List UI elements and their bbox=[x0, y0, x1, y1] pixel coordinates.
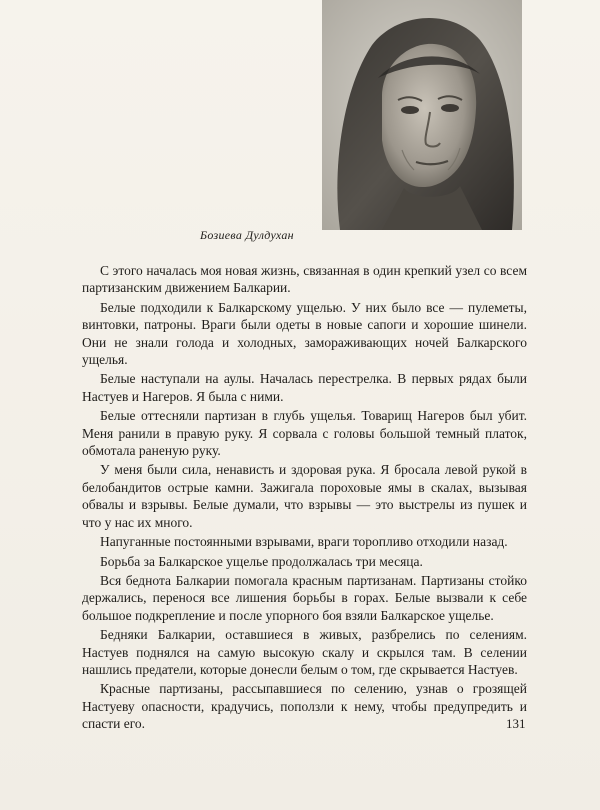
portrait-image bbox=[322, 0, 522, 230]
paragraph: С этого началась моя новая жизнь, связанная в один крепкий узел со всем партизанским движением Балкарии. bbox=[82, 263, 527, 296]
portrait-photo bbox=[322, 0, 522, 230]
paragraph: Бедняки Балкарии, оставшиеся в живых, разбрелись по селениям. Настуев поднялся на самую высокую скалу и скрылся там. В селении нашлись предатели, которые донесли белым о том, где скрывается Настуев. bbox=[82, 627, 527, 677]
paragraph: Вся беднота Балкарии помогала красным партизанам. Партизаны стойко держались, перенося все лишения борьбы в горах. Белые вызвали к себе большое подкрепление и после упорного боя взяли Балкарское ущелье. bbox=[82, 572, 527, 623]
paragraph: У меня были сила, ненависть и здоровая рука. Я бросала левой рукой в белобандитов острые камни. Зажигала пороховые ямы в скалах, вызывая обвалы и взрывы. Белые думали, что взрывы — это выстрелы из пушек и что у нас их много. bbox=[82, 462, 527, 530]
paragraph: Напуганные постоянными взрывами, враги торопливо отходили назад. bbox=[100, 534, 508, 550]
paragraph: Красные партизаны, рассыпавшиеся по селению, узнав о грозящей Настуеву опасности, крадучись, поползли к нему, чтобы предупредить и спасти его. bbox=[82, 681, 527, 732]
paragraph: Борьба за Балкарское ущелье продолжалась три месяца. bbox=[100, 553, 423, 569]
paragraph: Белые подходили к Балкарскому ущелью. У них было все — пулеметы, винтовки, патроны. Враги были одеты в новые сапоги и хорошие шинели. Они не знали голода и холодных, замораживающих ночей Балкарского ущелья. bbox=[82, 299, 527, 368]
paragraph: Белые оттесняли партизан в глубь ущелья. Товарищ Нагеров был убит. Меня ранили в правую руку. Я сорвала с головы большой темный платок, обмотала раненую руку. bbox=[82, 408, 527, 459]
photo-caption: Бозиева Дулдухан bbox=[200, 228, 294, 242]
page-number: 131 bbox=[506, 716, 526, 731]
paragraph: Белые наступали на аулы. Началась перестрелка. В первых рядах были Настуев и Нагеров. Я была с ними. bbox=[82, 371, 527, 404]
main-text bbox=[82, 262, 527, 733]
